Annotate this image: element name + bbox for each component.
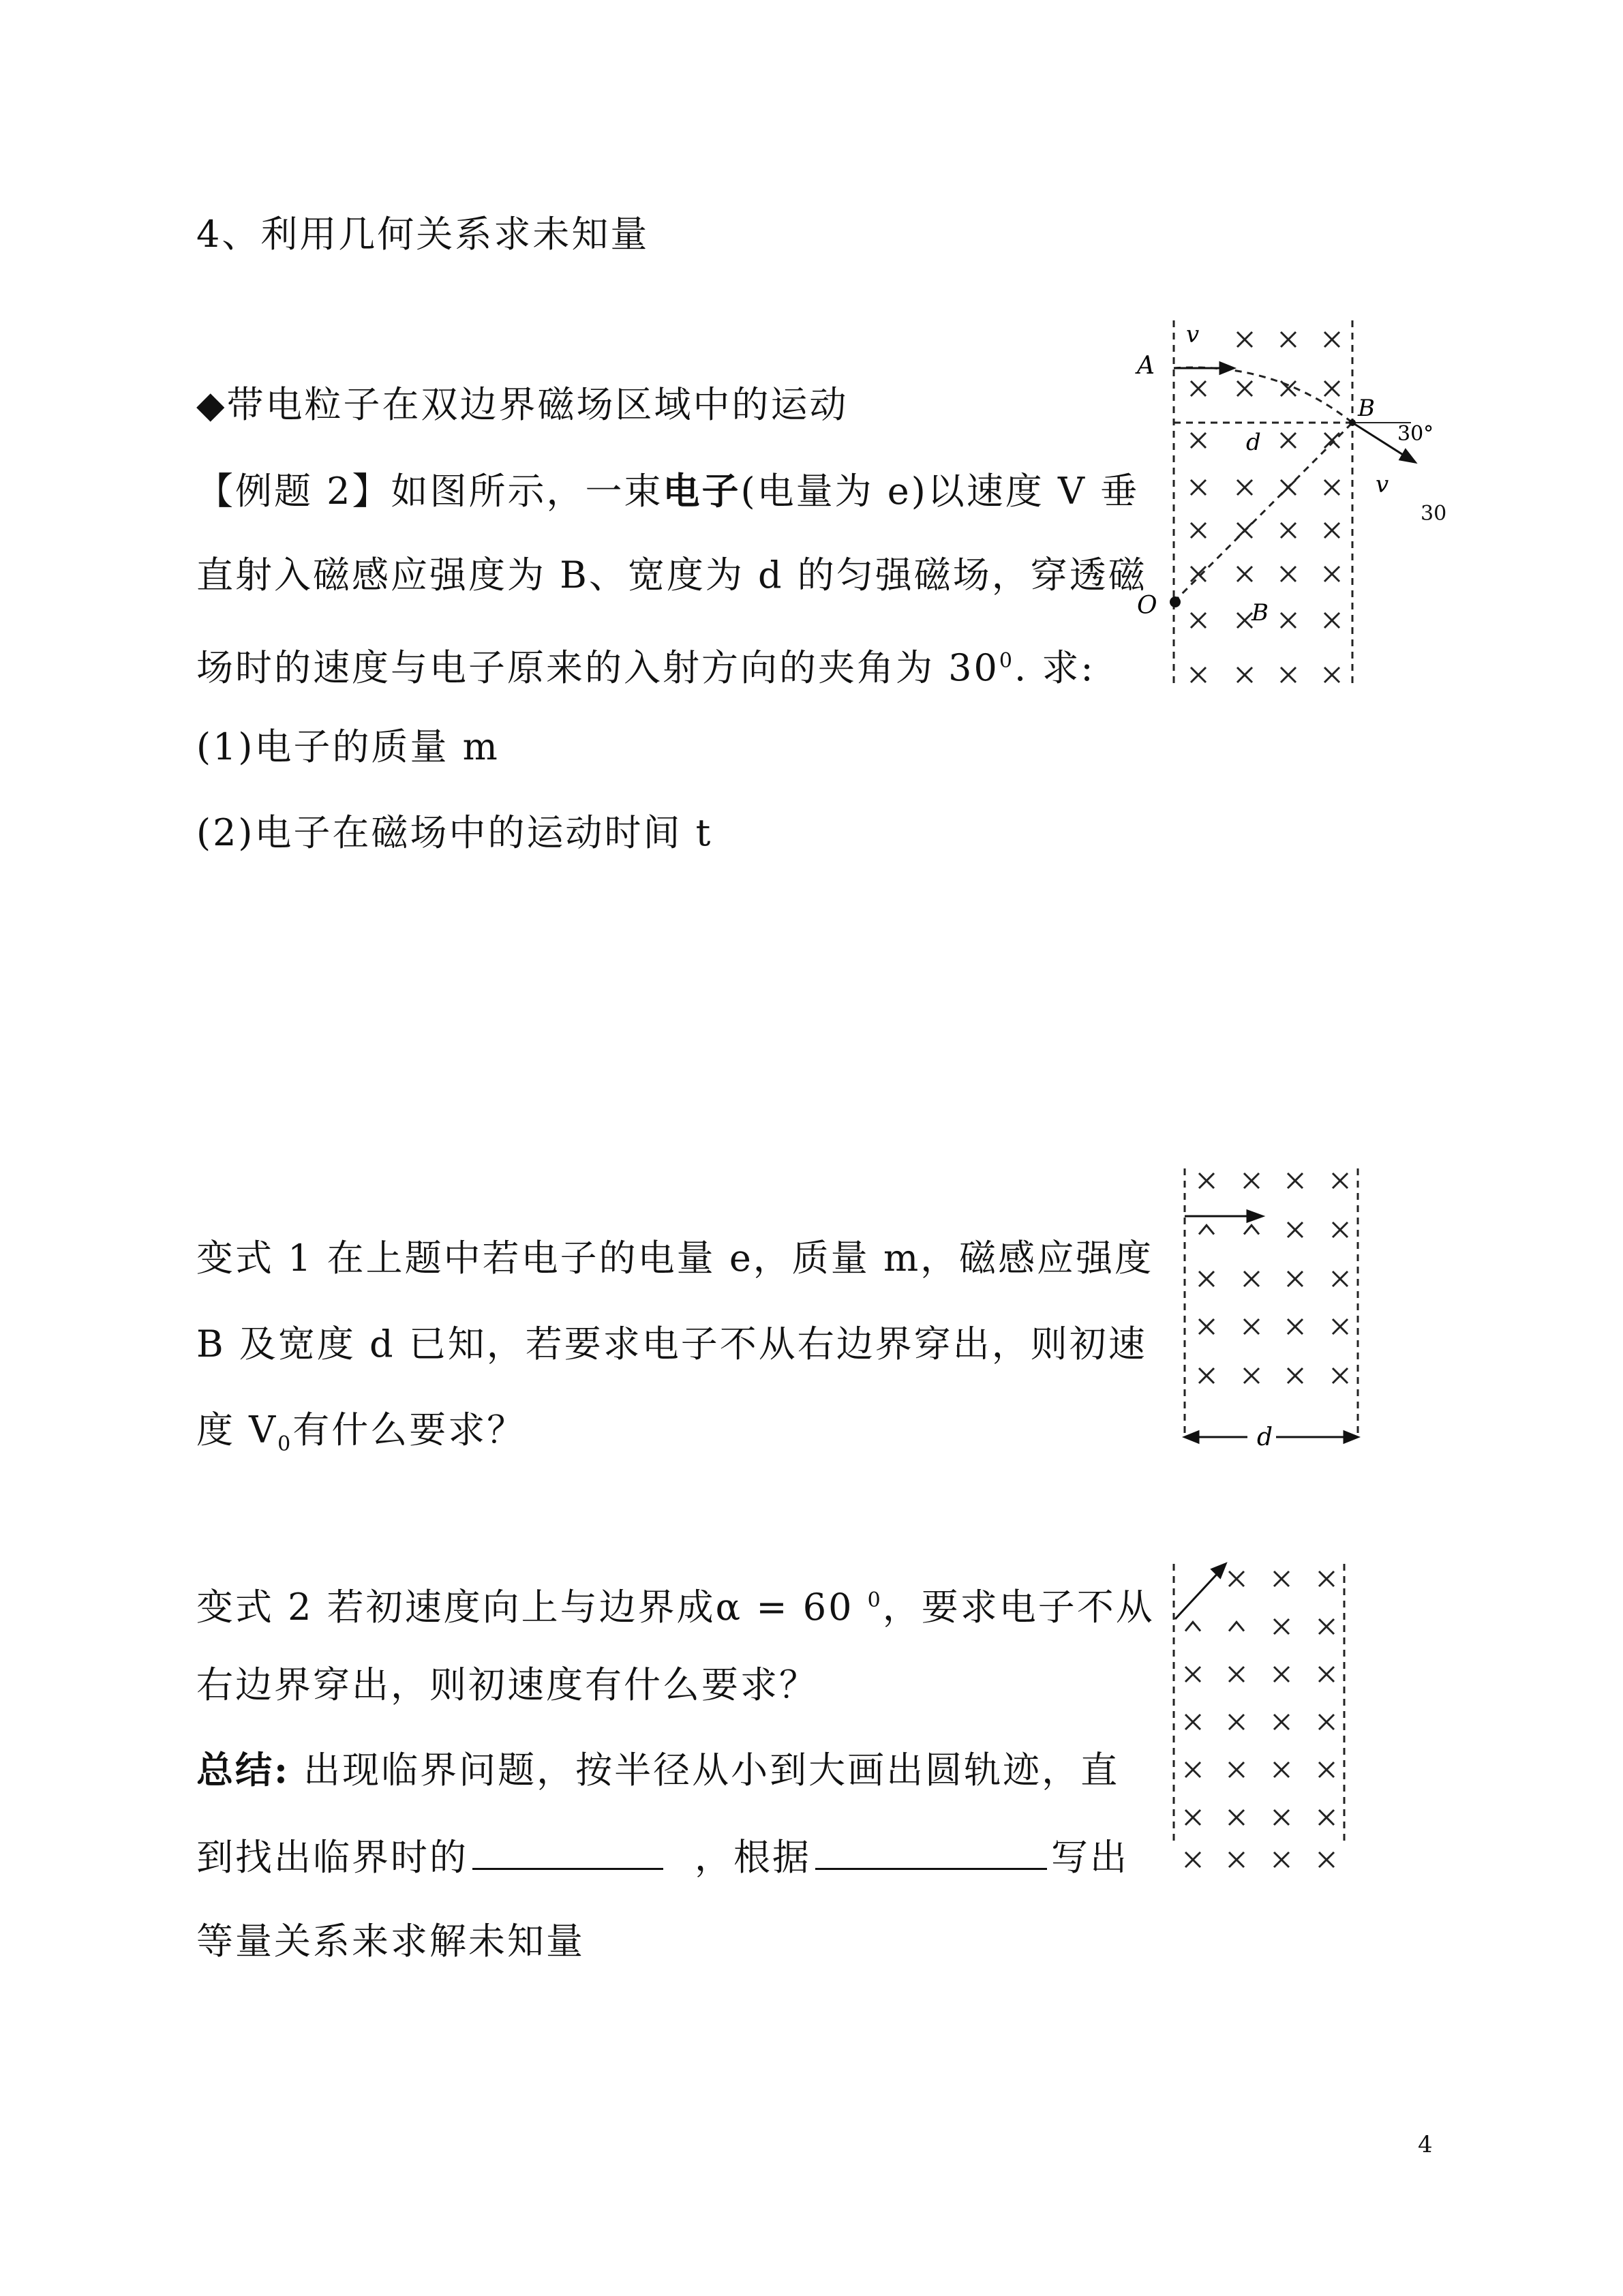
field-cross-mark <box>1324 433 1339 448</box>
variant1-line3-a: 度 V <box>196 1408 278 1451</box>
field-cross-mark <box>1324 613 1339 628</box>
example2-text-a: 如图所示，一束 <box>391 470 663 513</box>
point-b <box>1349 419 1356 426</box>
variant1-subscript: 0 <box>277 1432 293 1456</box>
field-cross-mark <box>1333 1271 1348 1286</box>
field-cross-mark <box>1288 1271 1303 1286</box>
label-b-exit: B <box>1358 395 1375 422</box>
field-cross-mark <box>1199 1368 1214 1383</box>
label-angle: 30° <box>1397 422 1434 446</box>
field-cross-mark <box>1319 1852 1334 1867</box>
field-cross-mark <box>1237 381 1252 396</box>
field-cross-mark <box>1288 1173 1303 1188</box>
label-a: A <box>1137 352 1155 380</box>
field-cross-mark <box>1185 1715 1200 1729</box>
summary-line2-c: 写出 <box>1051 1836 1129 1879</box>
field-cross-mark <box>1333 1222 1348 1237</box>
angled-velocity-arrow <box>1175 1564 1226 1619</box>
field-cross-mark <box>1237 567 1252 581</box>
field-cross-mark <box>1288 1222 1303 1237</box>
field-cross-mark <box>1199 1271 1214 1286</box>
field-cross-mark <box>1324 667 1339 682</box>
field-cross-mark <box>1191 613 1206 628</box>
velocity-arrow <box>1185 1211 1262 1222</box>
label-b-field: B <box>1252 599 1269 626</box>
field-cross-mark <box>1185 1667 1200 1682</box>
field-cross-mark <box>1274 1810 1289 1825</box>
summary-line2-b: ，根据 <box>695 1836 811 1879</box>
example2-line3-b: . 求: <box>1014 646 1095 689</box>
variant2-line1 <box>196 1579 1155 1629</box>
example2-label: 【例题 2】 <box>196 470 391 513</box>
field-cross-mark <box>1229 1852 1244 1867</box>
variant2-line1-a: 变式 2 若初速度向上与边界成α = 60 <box>196 1586 868 1629</box>
field-cross-mark <box>1191 567 1206 581</box>
field-cross-mark <box>1324 567 1339 581</box>
label-o: O <box>1137 592 1157 620</box>
label-d: d <box>1246 429 1261 456</box>
field-cross-mark <box>1281 613 1296 628</box>
field-caret-mark <box>1199 1225 1214 1234</box>
field-cross-mark <box>1319 1619 1334 1634</box>
field-cross-mark <box>1237 480 1252 495</box>
field-cross-mark <box>1274 1715 1289 1729</box>
field-cross-mark <box>1274 1619 1289 1634</box>
field-cross-mark <box>1185 1810 1200 1825</box>
field-cross-mark <box>1191 433 1206 448</box>
field-cross-mark <box>1333 1319 1348 1334</box>
field-cross-mark <box>1324 381 1339 396</box>
field-cross-mark <box>1281 480 1296 495</box>
topic-heading: ◆带电粒子在双边界磁场区域中的运动 <box>196 383 849 426</box>
field-cross-mark <box>1281 667 1296 682</box>
question-1: (1)电子的质量 m <box>196 725 500 768</box>
field-cross-mark <box>1319 1762 1334 1777</box>
field-cross-mark <box>1237 613 1252 628</box>
field-cross-mark <box>1288 1368 1303 1383</box>
label-v-exit: v <box>1376 471 1389 498</box>
variant1-line1: 变式 1 在上题中若电子的电量 e，质量 m，磁感应强度 <box>196 1237 1154 1280</box>
field-cross-mark <box>1244 1319 1259 1334</box>
field-cross-mark <box>1281 381 1296 396</box>
field-cross-mark <box>1281 523 1296 538</box>
summary-line2 <box>196 1834 1129 1879</box>
field-cross-mark <box>1319 1571 1334 1586</box>
summary-label: 总结: <box>196 1748 290 1792</box>
field-cross-mark <box>1244 1368 1259 1383</box>
field-cross-mark <box>1191 667 1206 682</box>
field-cross-mark <box>1288 1319 1303 1334</box>
variant1-line2: B 及宽度 d 已知，若要求电子不从右边界穿出，则初速 <box>196 1323 1147 1365</box>
variant1-line3-b: 有什么要求？ <box>292 1408 526 1451</box>
field-cross-mark <box>1229 1715 1244 1729</box>
field-cross-mark <box>1274 1667 1289 1682</box>
example2-bold-electron: 电子 <box>663 469 741 513</box>
field-cross-mark <box>1274 1571 1289 1586</box>
field-cross-mark <box>1333 1173 1348 1188</box>
point-o <box>1170 596 1181 607</box>
fill-blank-2[interactable] <box>815 1834 1047 1870</box>
field-cross-mark <box>1319 1667 1334 1682</box>
field-cross-mark <box>1324 332 1339 347</box>
field-cross-mark <box>1229 1762 1244 1777</box>
initial-velocity-arrow <box>1174 363 1234 374</box>
example2-line2: 直射入磁感应强度为 B、宽度为 d 的匀强磁场，穿透磁 <box>196 554 1147 596</box>
field-cross-mark <box>1199 1173 1214 1188</box>
example2-superscript: 0 <box>999 649 1014 673</box>
section-title: 4、利用几何关系求未知量 <box>196 213 650 256</box>
page-number: 4 <box>1418 2131 1433 2158</box>
field-cross-mark <box>1191 381 1206 396</box>
example2-line3 <box>196 639 1095 690</box>
field-cross-mark <box>1319 1810 1334 1825</box>
variant1-line3 <box>196 1408 526 1466</box>
field-cross-mark <box>1229 1667 1244 1682</box>
field-cross-mark <box>1324 523 1339 538</box>
field-cross-mark <box>1324 480 1339 495</box>
summary-line2-a: 到找出临界时的 <box>196 1836 468 1879</box>
field-cross-mark <box>1274 1762 1289 1777</box>
field-cross-mark <box>1229 1810 1244 1825</box>
question-2: (2)电子在磁场中的运动时间 t <box>196 811 713 854</box>
figure-1-magnetic-field <box>1118 314 1445 709</box>
field-crosses <box>1191 332 1339 682</box>
field-caret-mark <box>1229 1622 1244 1631</box>
margin-annotation-30: 30 <box>1421 502 1447 526</box>
field-cross-mark <box>1281 332 1296 347</box>
summary-line1-text: 出现临界问题，按半径从小到大画出圆轨迹，直 <box>289 1749 1120 1792</box>
field-cross-mark <box>1333 1368 1348 1383</box>
example2-line1 <box>196 469 1139 513</box>
field-cross-mark <box>1237 667 1252 682</box>
variant2-line1-b: ，要求电子不从 <box>882 1586 1155 1629</box>
field-cross-mark <box>1191 523 1206 538</box>
fill-blank-1[interactable] <box>472 1834 663 1870</box>
field-cross-mark <box>1185 1852 1200 1867</box>
field-cross-mark <box>1237 523 1252 538</box>
field-cross-mark <box>1185 1762 1200 1777</box>
field-crosses <box>1185 1571 1334 1867</box>
summary-line3: 等量关系来求解未知量 <box>196 1920 585 1963</box>
figure-2-magnetic-field <box>1172 1159 1377 1459</box>
label-d: d <box>1257 1423 1273 1451</box>
variant2-line2: 右边界穿出，则初速度有什么要求？ <box>196 1663 818 1706</box>
field-cross-mark <box>1229 1571 1244 1586</box>
field-cross-mark <box>1281 567 1296 581</box>
example2-line3-a: 场时的速度与电子原来的入射方向的夹角为 30 <box>196 646 999 689</box>
figure-3-magnetic-field <box>1159 1554 1363 1882</box>
example2-text-b: (电量为 e)以速度 V 垂 <box>740 470 1140 513</box>
field-cross-mark <box>1237 332 1252 347</box>
field-caret-mark <box>1244 1225 1259 1234</box>
label-v-top: v <box>1186 321 1200 348</box>
summary-line1 <box>196 1748 1119 1792</box>
variant2-superscript: 0 <box>867 1588 883 1612</box>
field-cross-mark <box>1191 480 1206 495</box>
field-cross-mark <box>1274 1852 1289 1867</box>
field-cross-mark <box>1319 1715 1334 1729</box>
field-crosses <box>1199 1173 1348 1383</box>
field-cross-mark <box>1281 433 1296 448</box>
field-caret-mark <box>1185 1622 1200 1631</box>
field-cross-mark <box>1199 1319 1214 1334</box>
field-cross-mark <box>1244 1271 1259 1286</box>
field-cross-mark <box>1244 1173 1259 1188</box>
